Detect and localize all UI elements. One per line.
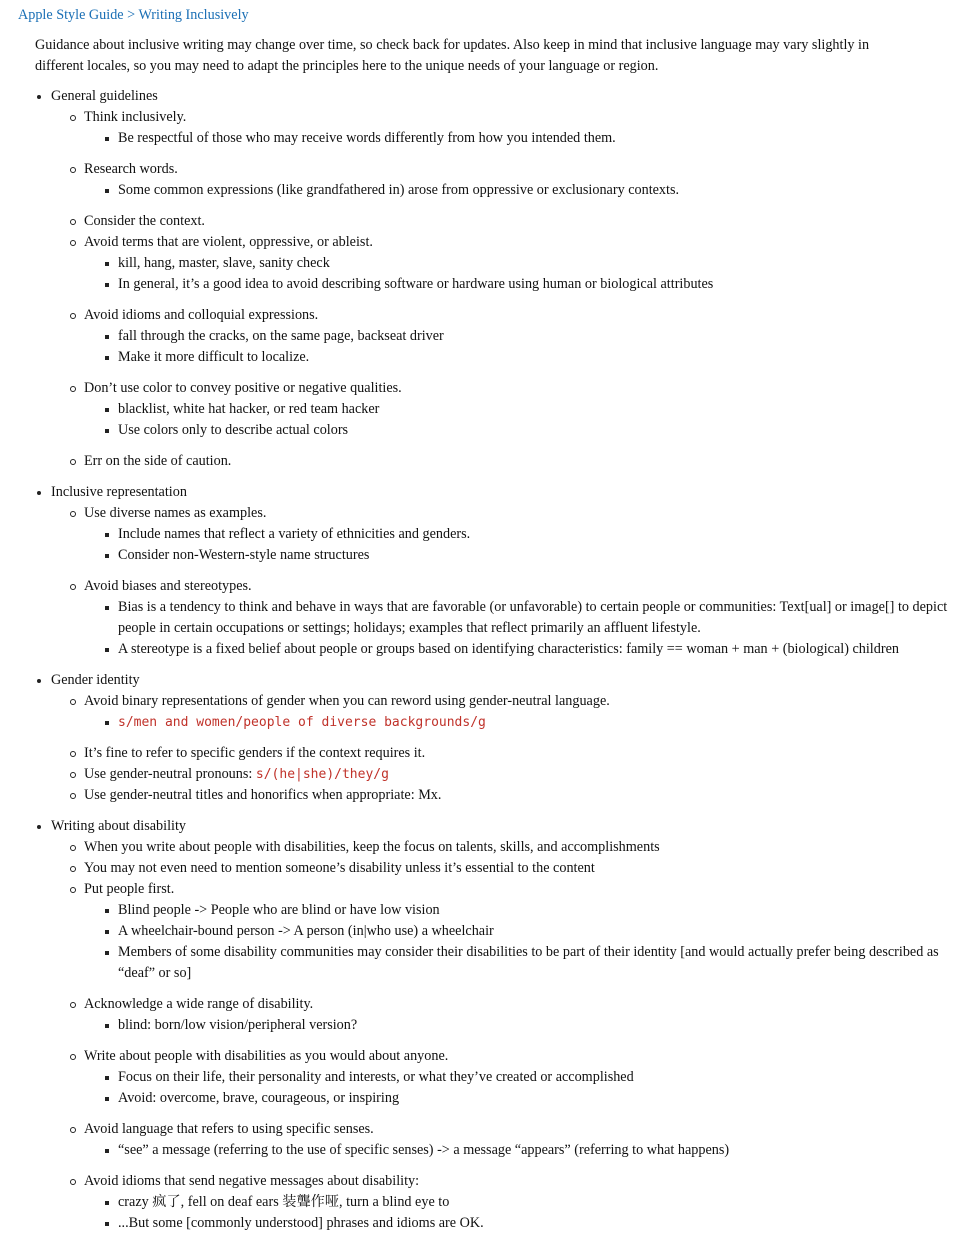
detail-text: Include names that reflect a variety of ethnicities and genders. xyxy=(118,526,471,542)
guideline-item xyxy=(51,743,960,764)
bullet-circle-icon xyxy=(70,115,76,121)
detail-item xyxy=(84,524,960,545)
detail-item xyxy=(84,1213,960,1234)
guideline-text: Avoid biases and stereotypes. xyxy=(84,578,252,594)
guideline-text: Avoid idioms that send negative messages about disability: xyxy=(84,1173,420,1189)
bullet-circle-icon xyxy=(70,386,76,392)
detail-item xyxy=(84,253,960,274)
guideline-text: Write about people with disabilities as you would about anyone. xyxy=(84,1048,449,1064)
guideline-item xyxy=(51,764,960,785)
detail-list xyxy=(84,597,960,660)
bullet-circle-icon xyxy=(70,219,76,225)
intro-paragraph: Guidance about inclusive writing may change over time, so check back for updates. Also keep in mind that inclusive language may vary slightly in different locales, so you may need to adapt the principles here to the unique needs of your language or region. xyxy=(35,37,870,74)
bullet-square-icon xyxy=(105,648,109,652)
bullet-square-icon xyxy=(105,909,109,913)
guideline-item xyxy=(51,451,960,472)
bullet-square-icon xyxy=(105,930,109,934)
bullet-square-icon xyxy=(105,1024,109,1028)
bullet-disc-icon xyxy=(37,825,41,829)
bullet-circle-icon xyxy=(70,699,76,705)
guideline-item xyxy=(51,837,960,858)
guideline-text: When you write about people with disabilities, keep the focus on talents, skills, and accomplishments xyxy=(84,839,660,855)
guideline-outline xyxy=(0,86,960,1244)
guideline-item xyxy=(51,305,960,368)
section-inclusive-representation xyxy=(0,482,960,660)
section-title: Writing about disability xyxy=(51,818,186,834)
guideline-item xyxy=(51,785,960,806)
detail-text: ...But some [commonly understood] phrases and idioms are OK. xyxy=(118,1215,484,1231)
bullet-square-icon xyxy=(105,1149,109,1153)
bullet-square-icon xyxy=(105,606,109,610)
guideline-text: Avoid binary representations of gender when you can reword using gender-neutral language. xyxy=(84,693,610,709)
guideline-item xyxy=(51,879,960,984)
guideline-text: Acknowledge a wide range of disability. xyxy=(84,996,314,1012)
guideline-text: Put people first. xyxy=(84,881,175,897)
detail-list xyxy=(84,1192,960,1234)
code-snippet: s/men and women/people of diverse backgrounds/g xyxy=(118,715,486,730)
bullet-circle-icon xyxy=(70,793,76,799)
guideline-item xyxy=(51,159,960,201)
guideline-item xyxy=(51,1119,960,1161)
guideline-list xyxy=(51,837,960,1234)
section-writing-about-disability xyxy=(0,816,960,1234)
guideline-item xyxy=(51,576,960,660)
guideline-item xyxy=(51,994,960,1036)
detail-item xyxy=(84,942,960,984)
bullet-square-icon xyxy=(105,189,109,193)
bullet-disc-icon xyxy=(37,679,41,683)
detail-text: kill, hang, master, slave, sanity check xyxy=(118,255,330,271)
detail-item xyxy=(84,900,960,921)
guideline-item xyxy=(51,232,960,295)
bullet-square-icon xyxy=(105,1201,109,1205)
bullet-disc-icon xyxy=(37,95,41,99)
detail-text: blind: born/low vision/peripheral version? xyxy=(118,1017,358,1033)
detail-text: A stereotype is a fixed belief about people or groups based on identifying characteristics: family == woman + man + (biological) children xyxy=(118,641,899,657)
detail-item xyxy=(84,712,960,733)
bullet-square-icon xyxy=(105,137,109,141)
detail-list xyxy=(84,1015,960,1036)
bullet-circle-icon xyxy=(70,1127,76,1133)
guideline-text: Don’t use color to convey positive or negative qualities. xyxy=(84,380,402,396)
bullet-square-icon xyxy=(105,429,109,433)
bullet-square-icon xyxy=(105,335,109,339)
detail-text: “see” a message (referring to the use of specific senses) -> a message “appears” (referring to what happens) xyxy=(118,1142,730,1158)
bullet-circle-icon xyxy=(70,772,76,778)
detail-item xyxy=(84,420,960,441)
section-title: Gender identity xyxy=(51,672,140,688)
detail-text: Members of some disability communities may consider their disabilities to be part of their identity [and would actually prefer being described as “deaf” or so] xyxy=(118,944,939,981)
guideline-item xyxy=(51,211,960,232)
section-title: General guidelines xyxy=(51,88,158,104)
guideline-item xyxy=(51,107,960,149)
section-list xyxy=(0,86,960,1234)
bullet-square-icon xyxy=(105,283,109,287)
detail-item xyxy=(84,1015,960,1036)
bullet-circle-icon xyxy=(70,1054,76,1060)
detail-item xyxy=(84,1088,960,1109)
bullet-circle-icon xyxy=(70,240,76,246)
detail-list xyxy=(84,900,960,984)
guideline-text: You may not even need to mention someone’s disability unless it’s essential to the content xyxy=(84,860,595,876)
guideline-item xyxy=(51,378,960,441)
guideline-text: Use gender-neutral pronouns: xyxy=(84,766,256,782)
bullet-circle-icon xyxy=(70,1002,76,1008)
detail-list xyxy=(84,180,960,201)
bullet-square-icon xyxy=(105,951,109,955)
detail-text: crazy 疯了, fell on deaf ears 装聾作哑, turn a blind eye to xyxy=(118,1194,450,1210)
guideline-item xyxy=(51,1171,960,1234)
detail-list xyxy=(84,524,960,566)
breadcrumb-link-apple-style-guide[interactable]: Apple Style Guide xyxy=(18,7,124,23)
detail-text: Consider non-Western-style name structures xyxy=(118,547,370,563)
detail-item xyxy=(84,274,960,295)
guideline-item xyxy=(51,691,960,733)
guideline-list xyxy=(51,503,960,660)
detail-list xyxy=(84,712,960,733)
detail-item xyxy=(84,1067,960,1088)
guideline-text: Research words. xyxy=(84,161,178,177)
bullet-square-icon xyxy=(105,408,109,412)
guideline-text: Avoid idioms and colloquial expressions. xyxy=(84,307,319,323)
detail-text: blacklist, white hat hacker, or red team hacker xyxy=(118,401,380,417)
bullet-square-icon xyxy=(105,262,109,266)
detail-text: In general, it’s a good idea to avoid describing software or hardware using human or biological attributes xyxy=(118,276,714,292)
detail-item xyxy=(84,128,960,149)
bullet-square-icon xyxy=(105,533,109,537)
guideline-text: Use gender-neutral titles and honorifics when appropriate: Mx. xyxy=(84,787,442,803)
section-general-guidelines xyxy=(0,86,960,472)
bullet-square-icon xyxy=(105,356,109,360)
bullet-square-icon xyxy=(105,721,109,725)
bullet-square-icon xyxy=(105,1097,109,1101)
breadcrumb-separator: > xyxy=(123,7,139,23)
detail-item xyxy=(84,1140,960,1161)
bullet-circle-icon xyxy=(70,845,76,851)
guideline-list xyxy=(51,107,960,472)
guideline-text: Avoid terms that are violent, oppressive, or ableist. xyxy=(84,234,373,250)
bullet-square-icon xyxy=(105,1076,109,1080)
bullet-circle-icon xyxy=(70,751,76,757)
detail-item xyxy=(84,347,960,368)
detail-text: Bias is a tendency to think and behave in ways that are favorable (or unfavorable) to certain people or communities: Text[ual] or image[] to depict people in certain occupations or settings; holidays; examples that reflect primarily an affluent lifestyle. xyxy=(118,599,948,636)
bullet-circle-icon xyxy=(70,313,76,319)
guideline-text: Avoid language that refers to using specific senses. xyxy=(84,1121,374,1137)
guideline-text: Consider the context. xyxy=(84,213,205,229)
guideline-text: It’s fine to refer to specific genders if the context requires it. xyxy=(84,745,426,761)
breadcrumb xyxy=(18,5,249,26)
detail-item xyxy=(84,639,960,660)
detail-item xyxy=(84,597,960,639)
detail-item xyxy=(84,1192,960,1213)
bullet-circle-icon xyxy=(70,887,76,893)
detail-text: fall through the cracks, on the same page, backseat driver xyxy=(118,328,444,344)
detail-list xyxy=(84,399,960,441)
detail-item xyxy=(84,399,960,420)
bullet-circle-icon xyxy=(70,584,76,590)
detail-list xyxy=(84,128,960,149)
detail-text: Focus on their life, their personality and interests, or what they’ve created or accomplished xyxy=(118,1069,634,1085)
code-snippet: s/(he|she)/they/g xyxy=(255,767,389,782)
detail-item xyxy=(84,921,960,942)
section-title: Inclusive representation xyxy=(51,484,187,500)
bullet-circle-icon xyxy=(70,459,76,465)
section-gender-identity xyxy=(0,670,960,806)
detail-text: Use colors only to describe actual colors xyxy=(118,422,349,438)
detail-text: Avoid: overcome, brave, courageous, or inspiring xyxy=(118,1090,400,1106)
detail-list xyxy=(84,1140,960,1161)
guideline-list xyxy=(51,691,960,806)
bullet-circle-icon xyxy=(70,511,76,517)
detail-item xyxy=(84,545,960,566)
detail-item xyxy=(84,180,960,201)
guideline-text: Err on the side of caution. xyxy=(84,453,232,469)
detail-text: Be respectful of those who may receive words differently from how you intended them. xyxy=(118,130,616,146)
bullet-circle-icon xyxy=(70,167,76,173)
bullet-circle-icon xyxy=(70,866,76,872)
breadcrumb-link-writing-inclusively[interactable]: Writing Inclusively xyxy=(138,7,249,23)
detail-text: Blind people -> People who are blind or have low vision xyxy=(118,902,440,918)
bullet-square-icon xyxy=(105,554,109,558)
bullet-disc-icon xyxy=(37,491,41,495)
guideline-item xyxy=(51,503,960,566)
bullet-square-icon xyxy=(105,1222,109,1226)
detail-list xyxy=(84,1067,960,1109)
detail-text: Make it more difficult to localize. xyxy=(118,349,310,365)
guideline-item xyxy=(51,1046,960,1109)
guideline-item xyxy=(51,858,960,879)
detail-list xyxy=(84,253,960,295)
guideline-text: Use diverse names as examples. xyxy=(84,505,267,521)
bullet-circle-icon xyxy=(70,1179,76,1185)
detail-item xyxy=(84,326,960,347)
detail-list xyxy=(84,326,960,368)
guideline-text: Think inclusively. xyxy=(84,109,187,125)
detail-text: Some common expressions (like grandfathered in) arose from oppressive or exclusionary contexts. xyxy=(118,182,680,198)
detail-text: A wheelchair-bound person -> A person (in|who use) a wheelchair xyxy=(118,923,494,939)
